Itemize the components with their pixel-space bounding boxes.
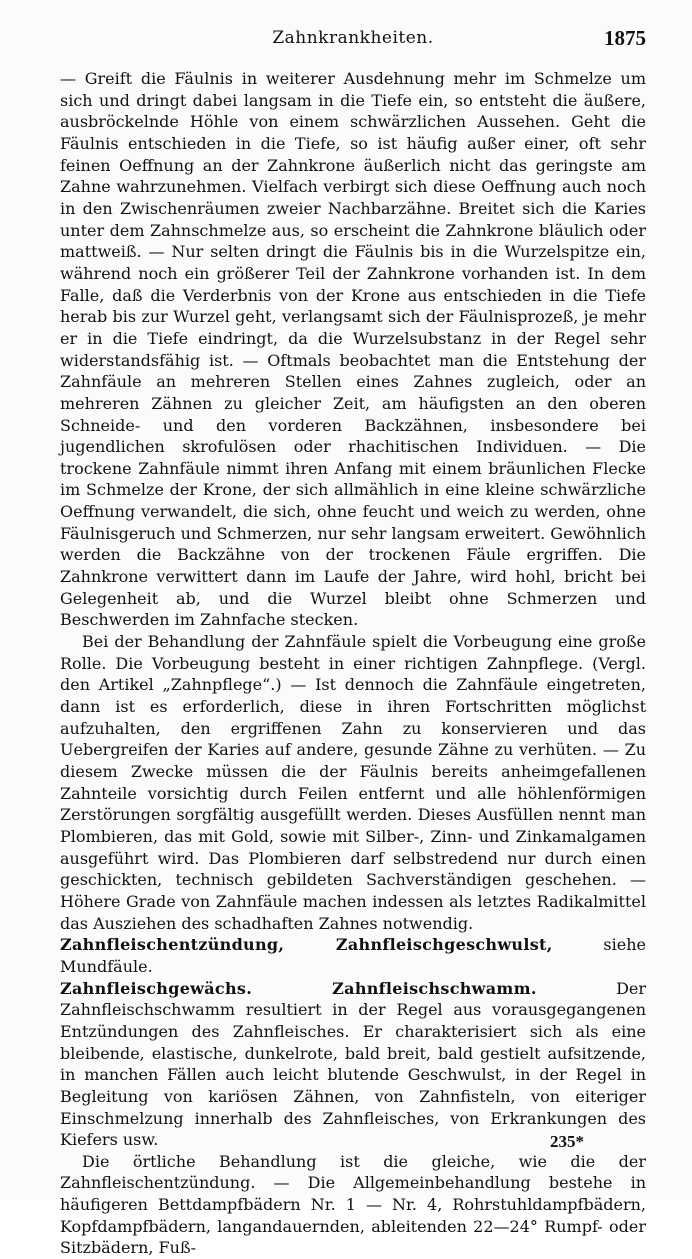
entry-text: siehe Mundfäule.	[60, 935, 646, 976]
paragraph-gum-treatment: Die örtliche Behandlung ist die gleiche, wie die der Zahnfleischentzündung. — Die Allgemeinbehandlung bestehe in häufigeren Bettdampfbädern Nr. 1 — Nr. 4, Rohrstuhldampfbädern, Kopfdampfbädern, langandauernden, ableitenden 22—24° Rumpf- oder Sitzbädern, Fuß-	[60, 1151, 646, 1258]
dictionary-entry-gum-inflammation	[60, 934, 646, 977]
entry-headword: Zahnfleischgewächs. Zahnfleischschwamm.	[60, 978, 537, 998]
running-head: Zahnkrankheiten.	[272, 28, 434, 48]
entry-headword: Zahnfleischentzündung, Zahnfleischgeschwulst,	[60, 935, 553, 955]
page-number: 1875	[604, 26, 646, 50]
paragraph-caries-treatment: Bei der Behandlung der Zahnfäule spielt die Vorbeugung eine große Rolle. Die Vorbeugung besteht in einer richtigen Zahnpflege. (Vergl. den Artikel „Zahnpflege“.) — Ist dennoch die Zahnfäule eingetreten, dann ist es erforderlich, diese in ihren Fortschritten möglichst aufzuhalten, den ergriffenen Zahn zu konservieren und das Uebergreifen der Karies auf andere, gesunde Zähne zu verhüten. — Zu diesem Zwecke müssen die der Fäulnis bereits anheimgefallenen Zahnteile vorsichtig durch Feilen entfernt und alle höhlenförmigen Zerstörungen sorgfältig ausgefüllt werden. Dieses Ausfüllen nennt man Plombieren, das mit Gold, sowie mit Silber-, Zinn- und Zinkamalgamen ausgeführt wird. Das Plombieren darf selbstredend nur durch einen geschickten, technisch gebildeten Sachverständigen geschehen. — Höhere Grade von Zahnfäule machen indessen als letztes Radikalmittel das Ausziehen des schadhaften Zahnes notwendig.	[60, 632, 646, 933]
page-header	[60, 26, 646, 54]
dictionary-entry-gum-growth	[60, 978, 646, 1151]
entry-text: Der Zahnfleischschwamm resultiert in der Regel aus vorausgegangenen Entzündungen des Zahnfleisches. Er charakterisiert sich als eine bleibende, elastische, dunkelrote, bald breit, bald gestielt aufsitzende, in manchen Fällen auch leicht blutende Geschwulst, in der Regel in Begleitung von kariösen Zähnen, von Zahnfisteln, von eiteriger Einschmelzung innerhalb des Zahnfleisches, von Erkrankungen des Kiefers usw.	[60, 978, 647, 1150]
signature-mark: 235*	[550, 1132, 584, 1151]
paragraph-caries-description: — Greift die Fäulnis in weiterer Ausdehnung mehr im Schmelze um sich und dringt dabei langsam in die Tiefe ein, so entsteht die äußere, ausbröckelnde Höhle von einem schwärzlichen Aussehen. Geht die Fäulnis entschieden in die Tiefe, so ist häufig außer einer, oft sehr feinen Oeffnung an der Zahnkrone äußerlich nicht das geringste am Zahne wahrzunehmen. Vielfach verbirgt sich diese Oeffnung auch noch in den Zwischenräumen zweier Nachbarzähne. Breitet sich die Karies unter dem Zahnschmelze aus, so erscheint die Zahnkrone bläulich oder mattweiß. — Nur selten dringt die Fäulnis bis in die Wurzelspitze ein, während noch ein größerer Teil der Zahnkrone vorhanden ist. In dem Falle, daß die Verderbnis von der Krone aus entschieden in die Tiefe herab bis zur Wurzel geht, verlangsamt sich der Fäulnisprozeß, je mehr er in die Tiefe eindringt, da die Wurzelsubstanz in der Regel sehr widerstandsfähig ist. — Oftmals beobachtet man die Entstehung der Zahnfäule an mehreren Stellen eines Zahnes zugleich, oder an mehreren Zähnen zu gleicher Zeit, am häufigsten an den oberen Schneide- und den vorderen Backzähnen, insbesondere bei jugendlichen skrofulösen oder rhachitischen Individuen. — Die trockene Zahnfäule nimmt ihren Anfang mit einem bräunlichen Flecke im Schmelze der Krone, der sich allmählich in eine kleine schwärzliche Oeffnung verwandelt, die sich, ohne feucht und weich zu werden, ohne Fäulnisgeruch und Schmerzen, nur sehr langsam erweitert. Gewöhnlich werden die Backzähne von der trockenen Fäule ergriffen. Die Zahnkrone verwittert dann im Laufe der Jahre, wird hohl, bricht bei Gelegenheit ab, und die Wurzel bleibt ohne Schmerzen und Beschwerden im Zahnfache stecken.	[60, 69, 646, 630]
page-body	[60, 68, 646, 1259]
